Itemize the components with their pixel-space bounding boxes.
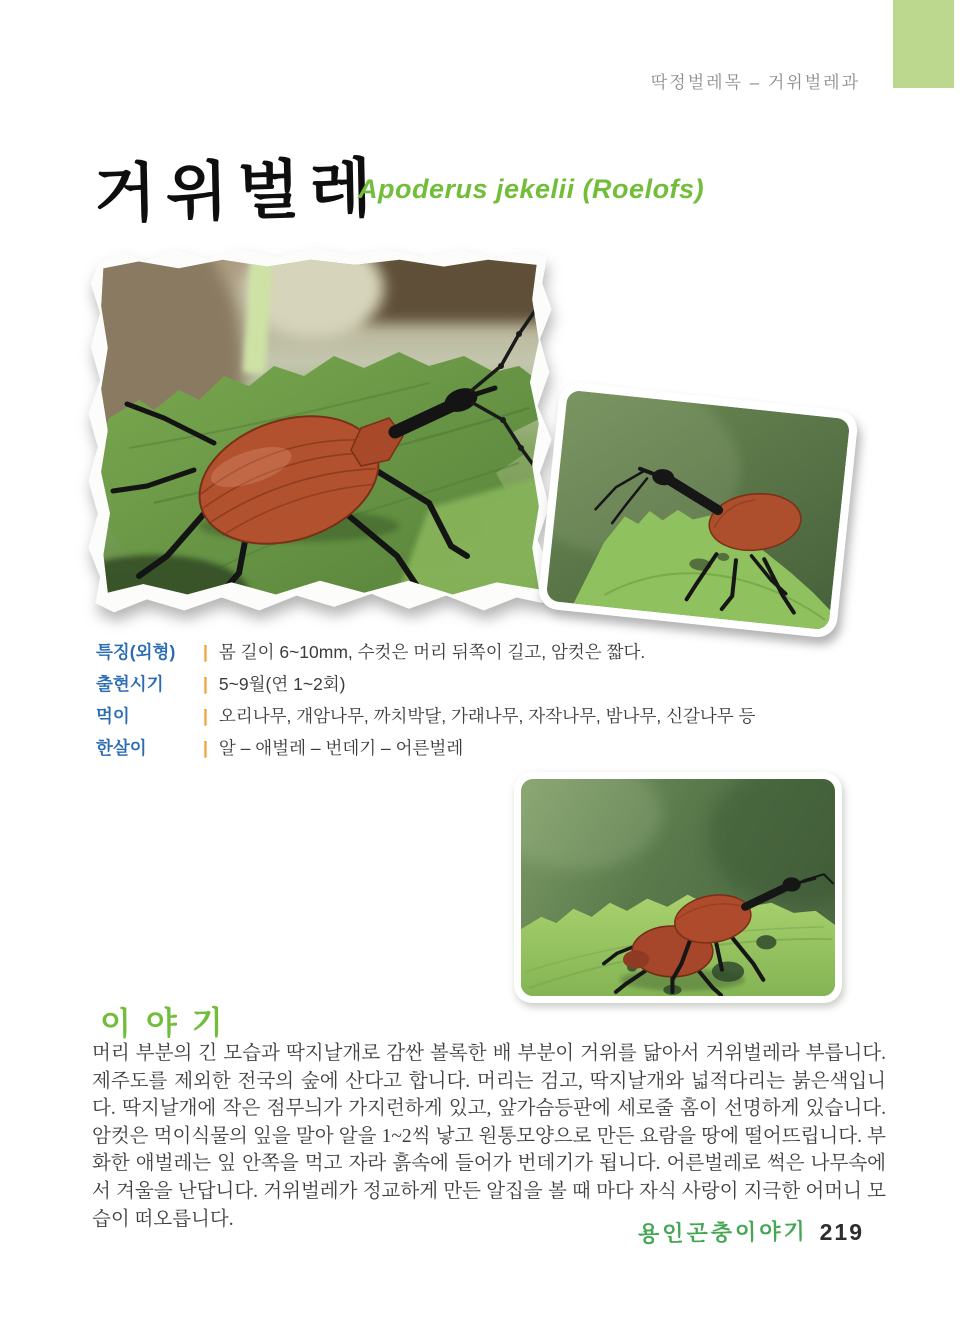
page-footer bbox=[638, 1216, 864, 1247]
info-row-food bbox=[96, 706, 880, 727]
info-row-season bbox=[96, 674, 880, 695]
photo-mating-weevils bbox=[514, 772, 842, 1003]
book-title: 용인곤충이야기 bbox=[637, 1218, 808, 1247]
info-row-features bbox=[96, 642, 880, 663]
species-info-table bbox=[96, 642, 880, 770]
page-number: 219 bbox=[819, 1219, 864, 1245]
info-value: 5~9월(연 1~2회) bbox=[218, 674, 346, 694]
info-label: 출현시기 bbox=[96, 674, 164, 694]
info-row-lifecycle bbox=[96, 738, 880, 759]
scientific-name: Apoderus jekelii (Roelofs) bbox=[358, 174, 705, 204]
mating-photo-illustration bbox=[521, 779, 835, 996]
page-title: 거위벌레 bbox=[93, 151, 383, 230]
info-label: 한살이 bbox=[96, 738, 147, 758]
info-label: 특징(외형) bbox=[96, 642, 176, 662]
info-value: 오리나무, 개암나무, 까치박달, 가래나무, 자작나무, 밤나무, 신갈나무 등 bbox=[218, 706, 756, 726]
info-value: 몸 길이 6~10mm, 수컷은 머리 뒤쪽이 길고, 암컷은 짧다. bbox=[218, 642, 646, 662]
story-paragraph: 머리 부분의 긴 모습과 딱지날개로 감싼 볼록한 배 부분이 거위를 닮아서 거위벌레라 부릅니다. 제주도를 제외한 전국의 숲에 산다고 합니다. 머리는 검고, 딱지날개와 넓적다리는 붉은색입니다. 딱지날개에 작은 점무늬가 가지런하게 있고, 앞가슴등판에 세로줄 홈이 선명하게 있습니다. 암컷은 먹이식물의 잎을 말아 알을 1~2씩 낳고 원통모양으로 만든 요람을 땅에 떨어뜨립니다. 부화한 애벌레는 잎 안쪽을 먹고 자라 흙속에 들어가 번데기가 됩니다. 어른벌레로 썩은 나무속에서 겨울을 난답니다. 거위벌레가 정교하게 만든 알집을 볼 때 마다 자식 사랑이 지극한 어머니 모습이 떠오릅니다. bbox=[92, 1043, 886, 1230]
section-color-tab bbox=[893, 0, 954, 88]
info-separator: | bbox=[203, 674, 208, 694]
photo-main-weevil bbox=[86, 246, 554, 618]
photo-side-weevil bbox=[537, 381, 859, 639]
info-separator: | bbox=[203, 642, 208, 662]
weevil-side-photo-illustration bbox=[546, 390, 851, 631]
weevil-photo-illustration bbox=[99, 258, 541, 603]
info-separator: | bbox=[203, 706, 208, 726]
story-heading: 이야기 bbox=[99, 1004, 238, 1042]
info-value: 알 – 애벌레 – 번데기 – 어른벌레 bbox=[218, 738, 464, 758]
info-separator: | bbox=[203, 738, 208, 758]
breadcrumb: 딱정벌레목 – 거위벌레과 bbox=[650, 73, 860, 92]
info-label: 먹이 bbox=[96, 706, 130, 726]
photo-main-image bbox=[99, 258, 541, 603]
